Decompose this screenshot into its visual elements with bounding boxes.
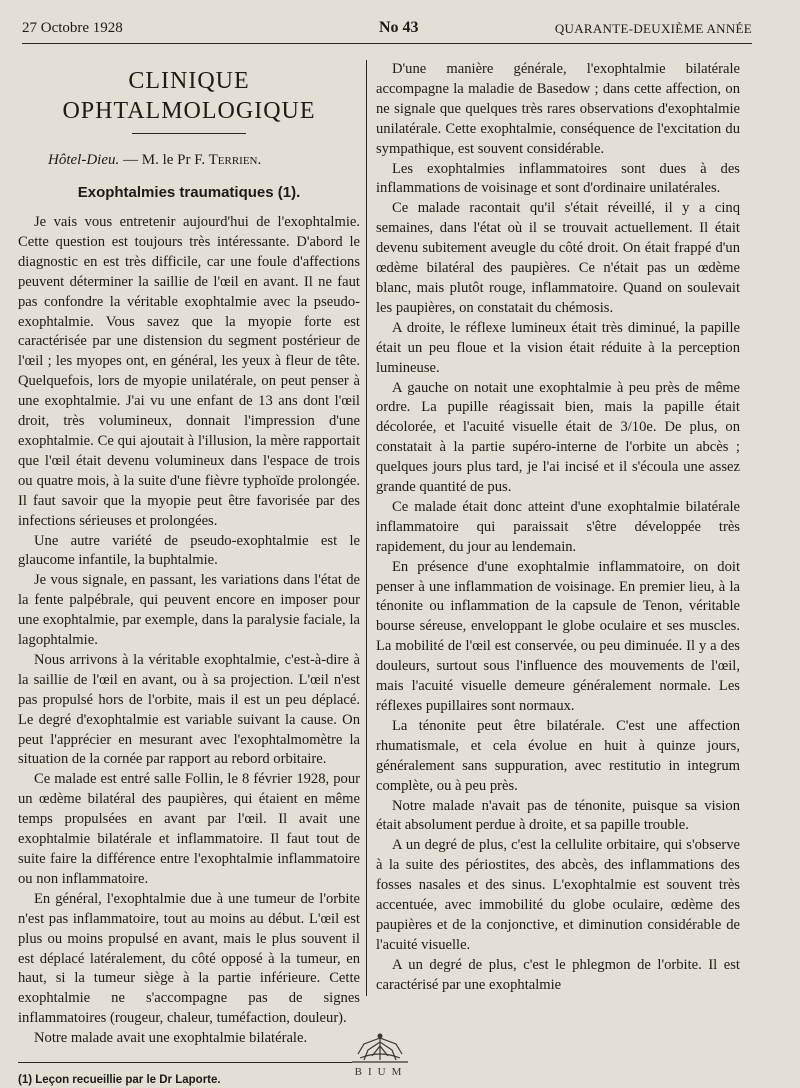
page-header — [22, 20, 752, 42]
paragraph: Notre malade n'avait pas de ténonite, puisque sa vision était absolument perdue à droite, et sa papille trouble. — [376, 797, 740, 834]
column-divider — [366, 60, 367, 996]
left-column — [18, 64, 360, 1088]
title-divider — [132, 133, 246, 134]
paragraph: A un degré de plus, c'est la cellulite orbitaire, qui s'observe à la suite des périostites, des abcès, des inflammations des fosses nasales et des sinus. L'exophtalmie est souvent très accentuée, avec immobilité du globe oculaire, œdème des paupières et de la conjonctive, et diminution considérable de l'acuité visuelle. — [376, 837, 740, 953]
paragraph: Une autre variété de pseudo-exophtalmie est le glaucome infantile, la buphtalmie. — [18, 532, 360, 569]
header-divider — [22, 43, 752, 44]
paragraph: Notre malade avait une exophtalmie bilatérale. — [34, 1030, 308, 1047]
paragraph: A gauche on notait une exophtalmie à peu près de même ordre. La pupille réagissait bien, mais la papille était décolorée, et l'acuité visuelle était de 3/10e. De plus, on constatait à la partie supéro-interne de l'orbite un abcès ; quelques jours plus tard, je l'ai incisé et il s'écoula une assez grande quantité de pus. — [376, 379, 740, 496]
paragraph: En présence d'une exophtalmie inflammatoire, on doit penser à une inflammation de voisinage. En premier lieu, à la ténonite ou inflammation de la capsule de Tenon, véritable bourse séreuse, enveloppant le globe oculaire et ses muscles. La mobilité de l'œil est conservée, ou peu diminuée. Il y a des douleurs, surtout sous l'influence des mouvements de l'œil, mais l'acuité visuelle demeure généralement normale. Les réflexes pupillaires sont normaux. — [376, 558, 740, 714]
issue-date: 27 Octobre 1928 — [22, 20, 123, 36]
paragraph: A droite, le réflexe lumineux était très diminué, la papille était un peu floue et la vision était réduite à la perception lumineuse. — [376, 319, 740, 376]
paragraph: Ce malade était donc atteint d'une exophtalmie bilatérale inflammatoire qui paraissait s'être développée très rapidement, du jour au lendemain. — [376, 498, 740, 555]
right-column — [376, 60, 740, 996]
byline — [48, 150, 360, 170]
paragraph: Ce malade est entré salle Follin, le 8 février 1928, pour un œdème bilatéral des paupières, qui étaient en même temps propulsées en avant par l'œil. Il avait une exophtalmie bilatérale et inflammatoire. Il faut tout de suite faire la différence entre l'exophtalmie inflammatoire ou non inflammatoire. — [18, 771, 360, 887]
paragraph: Les exophtalmies inflammatoires sont dues à des inflammations de voisinage et sont d'ordinaire unilatérales. — [376, 160, 740, 197]
paragraph: La ténonite peut être bilatérale. C'est une affection rhumatismale, et cela évolue en huit à quinze jours, généralement sans suppuration, avec restitutio in integrum complète, ou à peu près. — [376, 717, 740, 794]
footnote-divider — [18, 1062, 352, 1063]
paragraph: Nous arrivons à la véritable exophtalmie, c'est-à-dire à la saillie de l'œil en avant, ou à sa projection. L'œil n'est pas propulsé hors de l'orbite, mais il est un peu déplacé. Le degré d'exophtalmie est variable suivant la cause. On peut l'apprécier en mesurant avec l'exophtalmomètre la situation de la cornée par rapport au rebord orbitaire. — [18, 651, 360, 768]
byline-author: F. Terrien. — [194, 152, 262, 168]
paragraph: En général, l'exophtalmie due à une tumeur de l'orbite n'est pas inflammatoire, tout au moins au début. L'œil est plus ou moins propulsé en avant, mais le plus souvent il est déplacé latéralement, du côté opposé à la tumeur, en haut, si la tumeur siège à la partie inférieure. Cette exophtalmie ne s'accompagne pas de signes inflammatoires (rougeur, chaleur, tuméfaction, douleur). — [18, 890, 360, 1027]
paragraph: D'une manière générale, l'exophtalmie bilatérale accompagne la maladie de Basedow ; dans cette affection, on ne signale que quelques très rares observations d'exophtalmie unilatérale. Cette exophtalmie, conséquence de l'excitation du sympathique, est souvent considérable. — [376, 61, 740, 157]
paragraph: Ce malade racontait qu'il s'était réveillé, il y a cinq semaines, dans l'état où il se trouvait actuellement. Il était devenu subitement aveugle du côté droit. On était frappé d'un œdème bilatéral des paupières. Ce n'était pas un œdème blanc, mais plutôt rouge, inflammatoire. Quand on soulevait les paupières, on constatait du chémosis. — [376, 200, 740, 316]
emblem-label: BIUM — [354, 1066, 408, 1078]
volume-year: QUARANTE-DEUXIÈME ANNÉE — [554, 21, 752, 36]
byline-prefix: — M. le Pr — [119, 152, 195, 168]
article-subtitle: Exophtalmies traumatiques (1). — [77, 184, 301, 201]
footnote: (1) Leçon recueillie par le Dr Laporte. — [18, 1074, 221, 1087]
paragraph: Je vous signale, en passant, les variations dans l'état de la fente palpébrale, qui peuvent encore en imposer pour une exophtalmie, par exemple, dans la paralysie faciale, la lagophtalmie. — [18, 572, 360, 649]
paragraph: A un degré de plus, c'est le phlegmon de l'orbite. Il est caractérisé par une exophtalmie — [376, 956, 740, 993]
issue-number: No 43 — [379, 19, 419, 36]
paragraph: Je vais vous entretenir aujourd'hui de l'exophtalmie. Cette question est toujours très intéressante. D'abord le diagnostic en est très difficile, car une foule d'affections peuvent déterminer la saillie de l'œil en avant. Il ne faut pas confondre la véritable exophtalmie avec la pseudo-exophtalmie. Vous savez que la myopie forte est caractérisée par une distension du segment postérieur de l'œil ; les myopes ont, en général, les yeux à fleur de tête. Quelquefois, lors de myopie unilatérale, on peut penser à une exophtalmie. J'ai vu une enfant de 13 ans dont l'œil droit, très volumineux, donnait l'impression d'une exophtalmie. Ce qui ajoutait à l'illusion, la mère rapportait que l'œil était devenu volumineux dans l'espace de trois ou quatre mois, à la suite d'une fièvre typhoïde prolongée. Il faut savoir que la myopie peut être favorisée par des infections sérieuses et prolongées. — [18, 214, 360, 529]
section-title: CLINIQUE OPHTALMOLOGIQUE — [62, 68, 316, 124]
byline-place: Hôtel-Dieu. — [48, 152, 120, 168]
